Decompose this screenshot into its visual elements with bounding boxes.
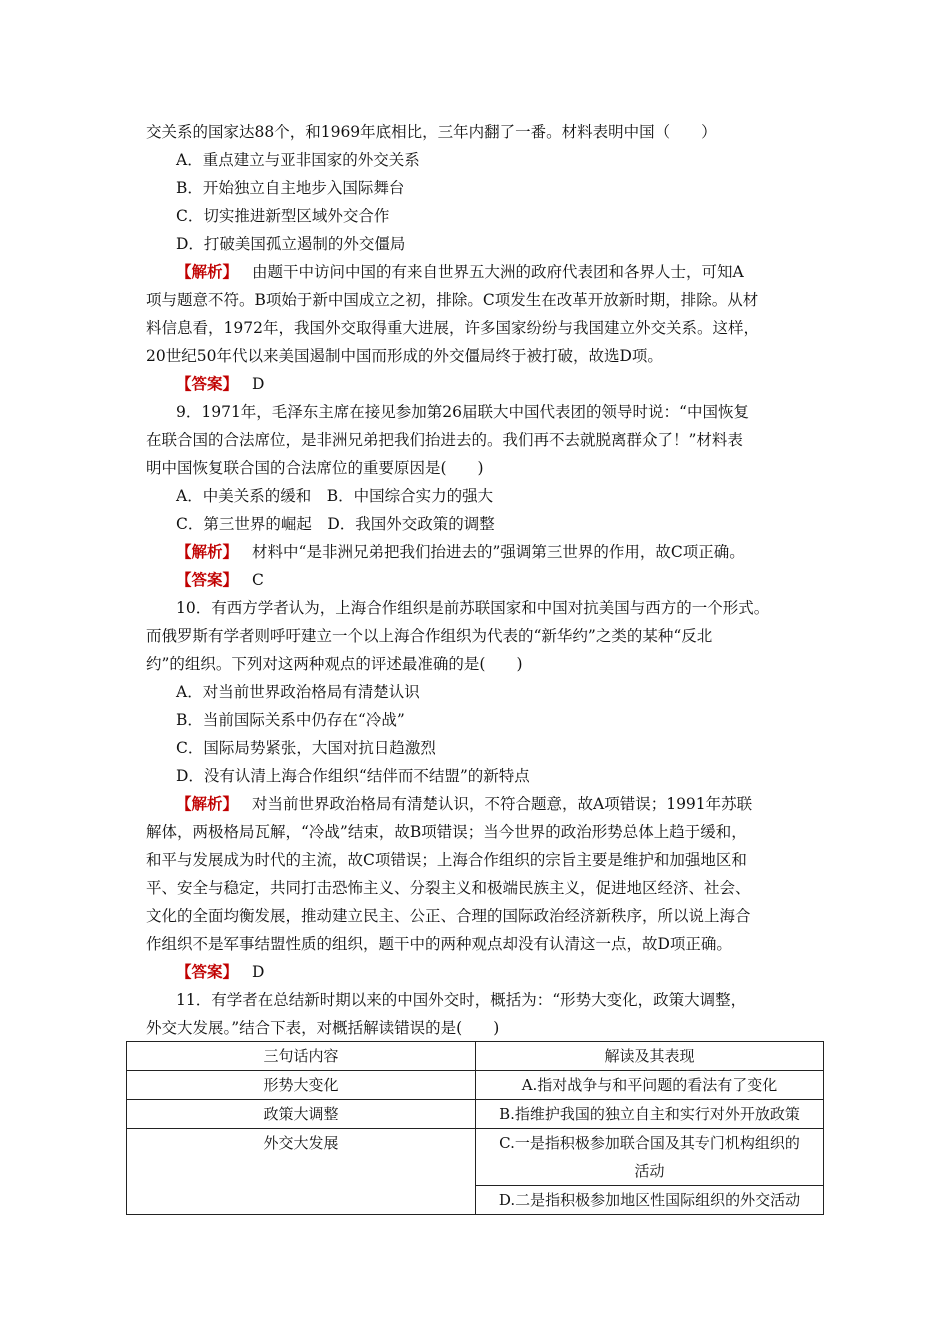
q8-option-c: C．切实推进新型区域外交合作 xyxy=(176,207,390,225)
question-content xyxy=(146,118,830,1042)
q11-stem-line-1: 11．有学者在总结新时期以来的中国外交时，概括为：“形势大变化，政策大调整， xyxy=(176,991,747,1009)
q9-stem-line-3: 明中国恢复联合国的合法席位的重要原因是( ) xyxy=(146,459,484,477)
table-cell-line: C.一是指积极参加联合国及其专门机构组织的 xyxy=(499,1134,800,1152)
q10-analysis-line-1: 对当前世界政治格局有清楚认识，不符合题意，故A项错误；1991年苏联 xyxy=(252,795,753,813)
q10-stem-line-3: 约”的组织。下列对这两种观点的评述最准确的是( ) xyxy=(146,655,523,673)
q9-stem-line-1: 9．1971年，毛泽东主席在接见参加第26届联大中国代表团的领导时说：“中国恢复 xyxy=(176,403,749,421)
table-cell: 形势大变化 xyxy=(127,1071,476,1100)
q8-option-a: A．重点建立与亚非国家的外交关系 xyxy=(176,151,420,169)
table-cell-multiline xyxy=(476,1129,824,1186)
table-cell: D.二是指积极参加地区性国际组织的外交活动 xyxy=(476,1186,824,1215)
table-cell: B.指维护我国的独立自主和实行对外开放政策 xyxy=(476,1100,824,1129)
q8-analysis-line-1: 由题干中访问中国的有来自世界五大洲的政府代表团和各界人士，可知A xyxy=(252,263,744,281)
answer-tag: 【答案】 xyxy=(176,374,239,393)
q8-analysis-line-2: 项与题意不符。B项始于新中国成立之初，排除。C项发生在改革开放新时期，排除。从材 xyxy=(146,291,759,309)
q10-analysis-line-5: 文化的全面均衡发展，推动建立民主、公正、合理的国际政治经济新秩序，所以说上海合 xyxy=(146,907,751,925)
q10-analysis-line-6: 作组织不是军事结盟性质的组织，题干中的两种观点却没有认清这一点，故D项正确。 xyxy=(146,935,732,953)
table-header-row xyxy=(127,1042,824,1071)
q10-option-a: A．对当前世界政治格局有清楚认识 xyxy=(176,683,420,701)
q10-option-b: B．当前国际关系中仍存在“冷战” xyxy=(176,711,405,729)
q10-option-c: C．国际局势紧张，大国对抗日趋激烈 xyxy=(176,739,436,757)
q10-option-d: D．没有认清上海合作组织“结伴而不结盟”的新特点 xyxy=(176,767,530,785)
table-header-cell: 解读及其表现 xyxy=(476,1042,824,1071)
q9-answer xyxy=(146,566,830,594)
q10-analysis-first xyxy=(146,790,830,818)
q9-analysis-text: 材料中“是非洲兄弟把我们抬进去的”强调第三世界的作用，故C项正确。 xyxy=(252,543,745,561)
q8-answer-value: D xyxy=(252,375,265,393)
q10-analysis-line-4: 平、安全与稳定，共同打击恐怖主义、分裂主义和极端民族主义，促进地区经济、社会、 xyxy=(146,879,751,897)
q9-stem-line-2: 在联合国的合法席位，是非洲兄弟把我们抬进去的。我们再不去就脱离群众了！”材料表 xyxy=(146,431,743,449)
q8-analysis-line-3: 料信息看，1972年，我国外交取得重大进展，许多国家纷纷与我国建立外交关系。这样， xyxy=(146,319,759,337)
q10-analysis-line-2: 解体，两极格局瓦解，“冷战”结束，故B项错误；当今世界的政治形势总体上趋于缓和， xyxy=(146,823,747,841)
answer-tag: 【答案】 xyxy=(176,570,239,589)
q10-stem-line-1: 10．有西方学者认为，上海合作组织是前苏联国家和中国对抗美国与西方的一个形式。 xyxy=(176,599,770,617)
analysis-tag: 【解析】 xyxy=(176,262,239,281)
table-header-cell: 三句话内容 xyxy=(127,1042,476,1071)
q8-option-d: D．打破美国孤立遏制的外交僵局 xyxy=(176,235,406,253)
q11-table xyxy=(126,1041,824,1215)
table-cell: 外交大发展 xyxy=(127,1129,476,1215)
table-cell-line: 活动 xyxy=(634,1162,665,1180)
q8-stem: 交关系的国家达88个，和1969年底相比，三年内翻了一番。材料表明中国（ ） xyxy=(146,123,717,141)
table-row xyxy=(127,1071,824,1100)
analysis-tag: 【解析】 xyxy=(176,542,239,561)
q9-options-ab: A．中美关系的缓和 B．中国综合实力的强大 xyxy=(176,487,494,505)
q8-answer xyxy=(146,370,830,398)
q10-answer-value: D xyxy=(252,963,265,981)
analysis-tag: 【解析】 xyxy=(176,794,239,813)
answer-tag: 【答案】 xyxy=(176,962,239,981)
q10-analysis-line-3: 和平与发展成为时代的主流，故C项错误；上海合作组织的宗旨主要是维护和加强地区和 xyxy=(146,851,747,869)
q9-options-cd: C．第三世界的崛起 D．我国外交政策的调整 xyxy=(176,515,495,533)
q10-stem-line-2: 而俄罗斯有学者则呼吁建立一个以上海合作组织为代表的“新华约”之类的某种“反北 xyxy=(146,627,713,645)
q9-answer-value: C xyxy=(252,571,264,589)
table-row xyxy=(127,1129,824,1186)
table-cell: 政策大调整 xyxy=(127,1100,476,1129)
q11-stem-line-2: 外交大发展。”结合下表，对概括解读错误的是( ) xyxy=(146,1019,500,1037)
q8-analysis-first xyxy=(146,258,830,286)
table-row xyxy=(127,1100,824,1129)
q8-option-b: B．开始独立自主地步入国际舞台 xyxy=(176,179,405,197)
table-cell: A.指对战争与和平问题的看法有了变化 xyxy=(476,1071,824,1100)
q10-answer xyxy=(146,958,830,986)
q9-analysis xyxy=(146,538,830,566)
q8-analysis-line-4: 20世纪50年代以来美国遏制中国而形成的外交僵局终于被打破，故选D项。 xyxy=(146,347,663,365)
